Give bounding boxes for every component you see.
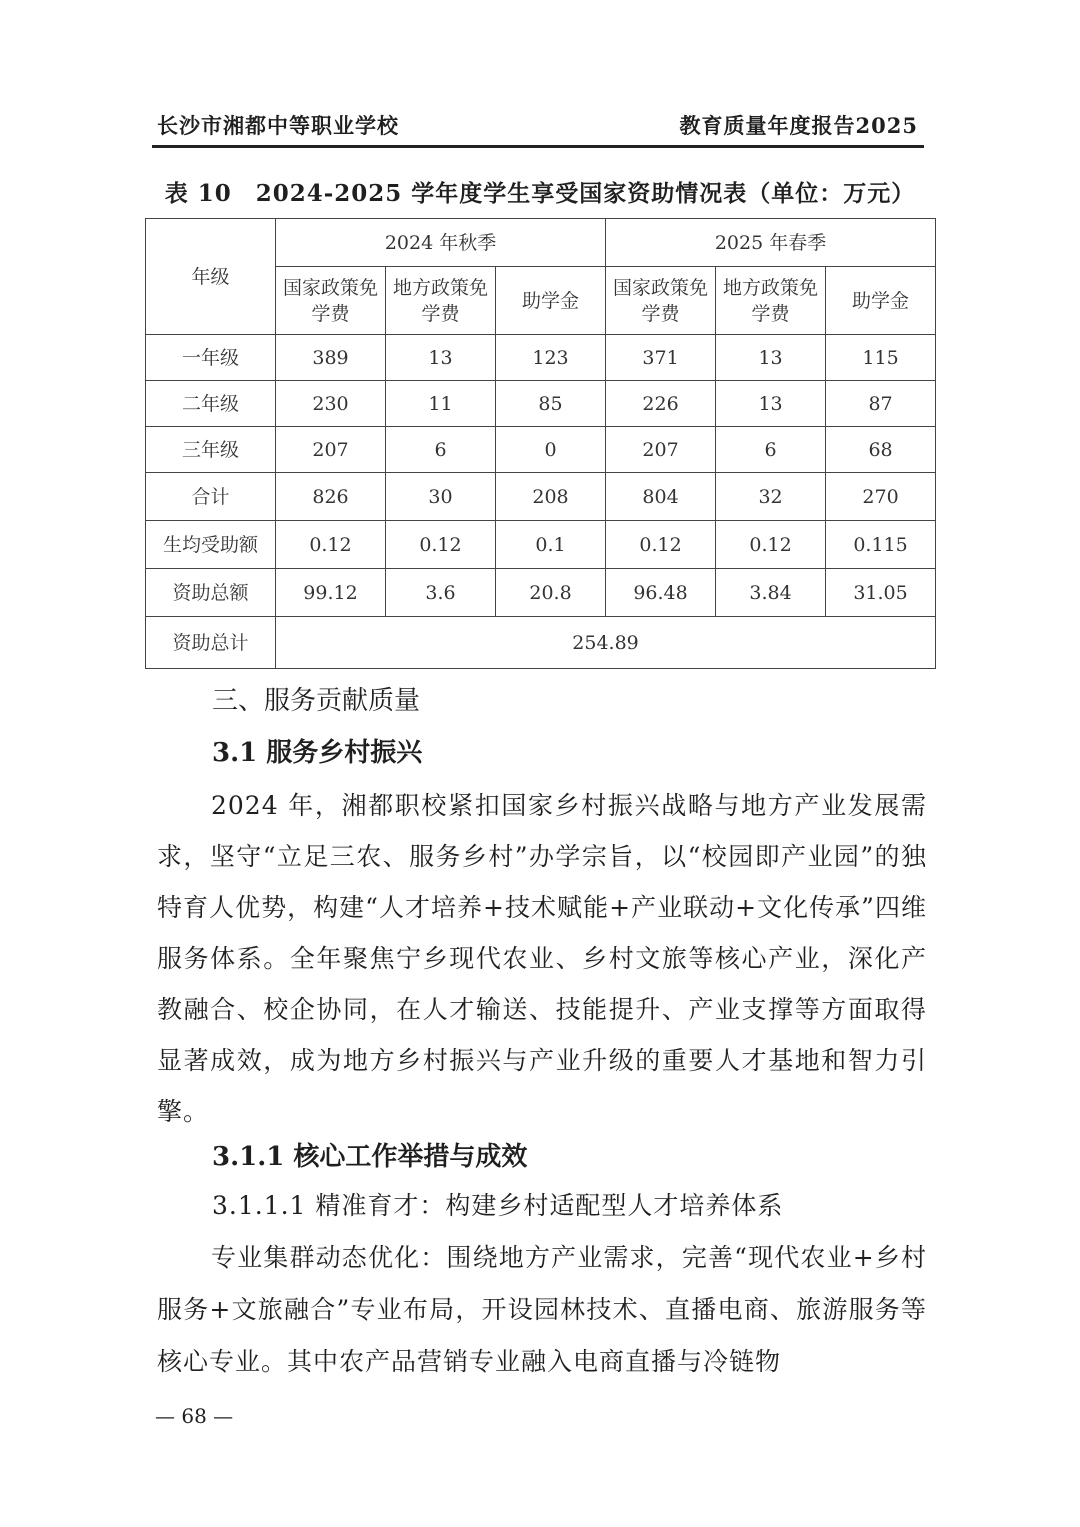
table-cell: 13 <box>386 335 496 381</box>
grade-header-cell: 年级 <box>146 219 276 335</box>
table-cell: 13 <box>716 381 826 427</box>
header-school-name: 长沙市湘都中等职业学校 <box>157 113 399 138</box>
table-cell: 87 <box>826 381 936 427</box>
row-label: 一年级 <box>146 335 276 381</box>
table-row <box>146 335 936 381</box>
table-cell: 11 <box>386 381 496 427</box>
table-row <box>146 521 936 569</box>
header-divider <box>152 145 924 148</box>
table-cell: 0.1 <box>496 521 606 569</box>
subheader-cell: 地方政策免学费 <box>386 267 496 335</box>
table-cell: 30 <box>386 473 496 521</box>
table-row <box>146 473 936 521</box>
body-paragraph: 专业集群动态优化：围绕地方产业需求，完善“现代农业+乡村服务+文旅融合”专业布局，开设园林技术、直播电商、旅游服务等核心专业。其中农产品营销专业融入电商直播与冷链物 <box>157 1243 927 1376</box>
body-paragraph: 2024 年，湘都职校紧扣国家乡村振兴战略与地方产业发展需求，坚守“立足三农、服务乡村”办学宗旨，以“校园即产业园”的独特育人优势，构建“人才培养+技术赋能+产业联动+文化传承”四维服务体系。全年聚焦宁乡现代农业、乡村文旅等核心产业，深化产教融合、校企协同，在人才输送、技能提升、产业支撑等方面取得显著成效，成为地方乡村振兴与产业升级的重要人才基地和智力引擎。 <box>157 791 927 1126</box>
table-cell: 3.84 <box>716 569 826 617</box>
row-label: 资助总额 <box>146 569 276 617</box>
table-cell: 0.12 <box>386 521 496 569</box>
table-cell: 68 <box>826 427 936 473</box>
season-header-spring: 2025 年春季 <box>606 219 936 267</box>
subheader-cell: 地方政策免学费 <box>716 267 826 335</box>
table-cell: 0.12 <box>716 521 826 569</box>
page-number: — 68 — <box>155 1404 234 1428</box>
table-cell: 96.48 <box>606 569 716 617</box>
season-header-autumn: 2024 年秋季 <box>276 219 606 267</box>
grand-total-label: 资助总计 <box>146 617 276 669</box>
section-heading: 三、服务贡献质量 <box>212 686 421 716</box>
row-label: 生均受助额 <box>146 521 276 569</box>
table-cell: 0 <box>496 427 606 473</box>
table-cell: 270 <box>826 473 936 521</box>
table-cell: 0.115 <box>826 521 936 569</box>
grand-total-row <box>146 617 936 669</box>
subheader-cell: 国家政策免学费 <box>606 267 716 335</box>
table-cell: 371 <box>606 335 716 381</box>
table-cell: 207 <box>276 427 386 473</box>
subsubsection-heading: 3.1.1 核心工作举措与成效 <box>212 1142 528 1172</box>
funding-table <box>145 218 936 669</box>
item-heading: 3.1.1.1 精准育才：构建乡村适配型人才培养体系 <box>212 1191 784 1220</box>
table-cell: 230 <box>276 381 386 427</box>
subheader-cell: 国家政策免学费 <box>276 267 386 335</box>
table-cell: 32 <box>716 473 826 521</box>
subheader-cell: 助学金 <box>826 267 936 335</box>
table-row <box>146 427 936 473</box>
table-cell: 85 <box>496 381 606 427</box>
table-cell: 123 <box>496 335 606 381</box>
row-label: 二年级 <box>146 381 276 427</box>
table-row <box>146 569 936 617</box>
header-report-title: 教育质量年度报告2025 <box>679 113 918 138</box>
table-cell: 0.12 <box>276 521 386 569</box>
table-row <box>146 381 936 427</box>
table-caption: 表 10 2024-2025 学年度学生享受国家资助情况表（单位：万元） <box>164 180 916 207</box>
subheader-cell: 助学金 <box>496 267 606 335</box>
table-cell: 826 <box>276 473 386 521</box>
table-cell: 207 <box>606 427 716 473</box>
table-cell: 208 <box>496 473 606 521</box>
row-label: 合计 <box>146 473 276 521</box>
grand-total-value: 254.89 <box>276 617 936 669</box>
table-header-row <box>146 219 936 267</box>
table-cell: 226 <box>606 381 716 427</box>
table-cell: 6 <box>386 427 496 473</box>
subsection-heading: 3.1 服务乡村振兴 <box>212 738 423 768</box>
table-cell: 13 <box>716 335 826 381</box>
table-cell: 3.6 <box>386 569 496 617</box>
table-cell: 389 <box>276 335 386 381</box>
table-cell: 99.12 <box>276 569 386 617</box>
table-cell: 31.05 <box>826 569 936 617</box>
table-cell: 20.8 <box>496 569 606 617</box>
table-cell: 0.12 <box>606 521 716 569</box>
row-label: 三年级 <box>146 427 276 473</box>
table-cell: 804 <box>606 473 716 521</box>
table-cell: 115 <box>826 335 936 381</box>
table-cell: 6 <box>716 427 826 473</box>
